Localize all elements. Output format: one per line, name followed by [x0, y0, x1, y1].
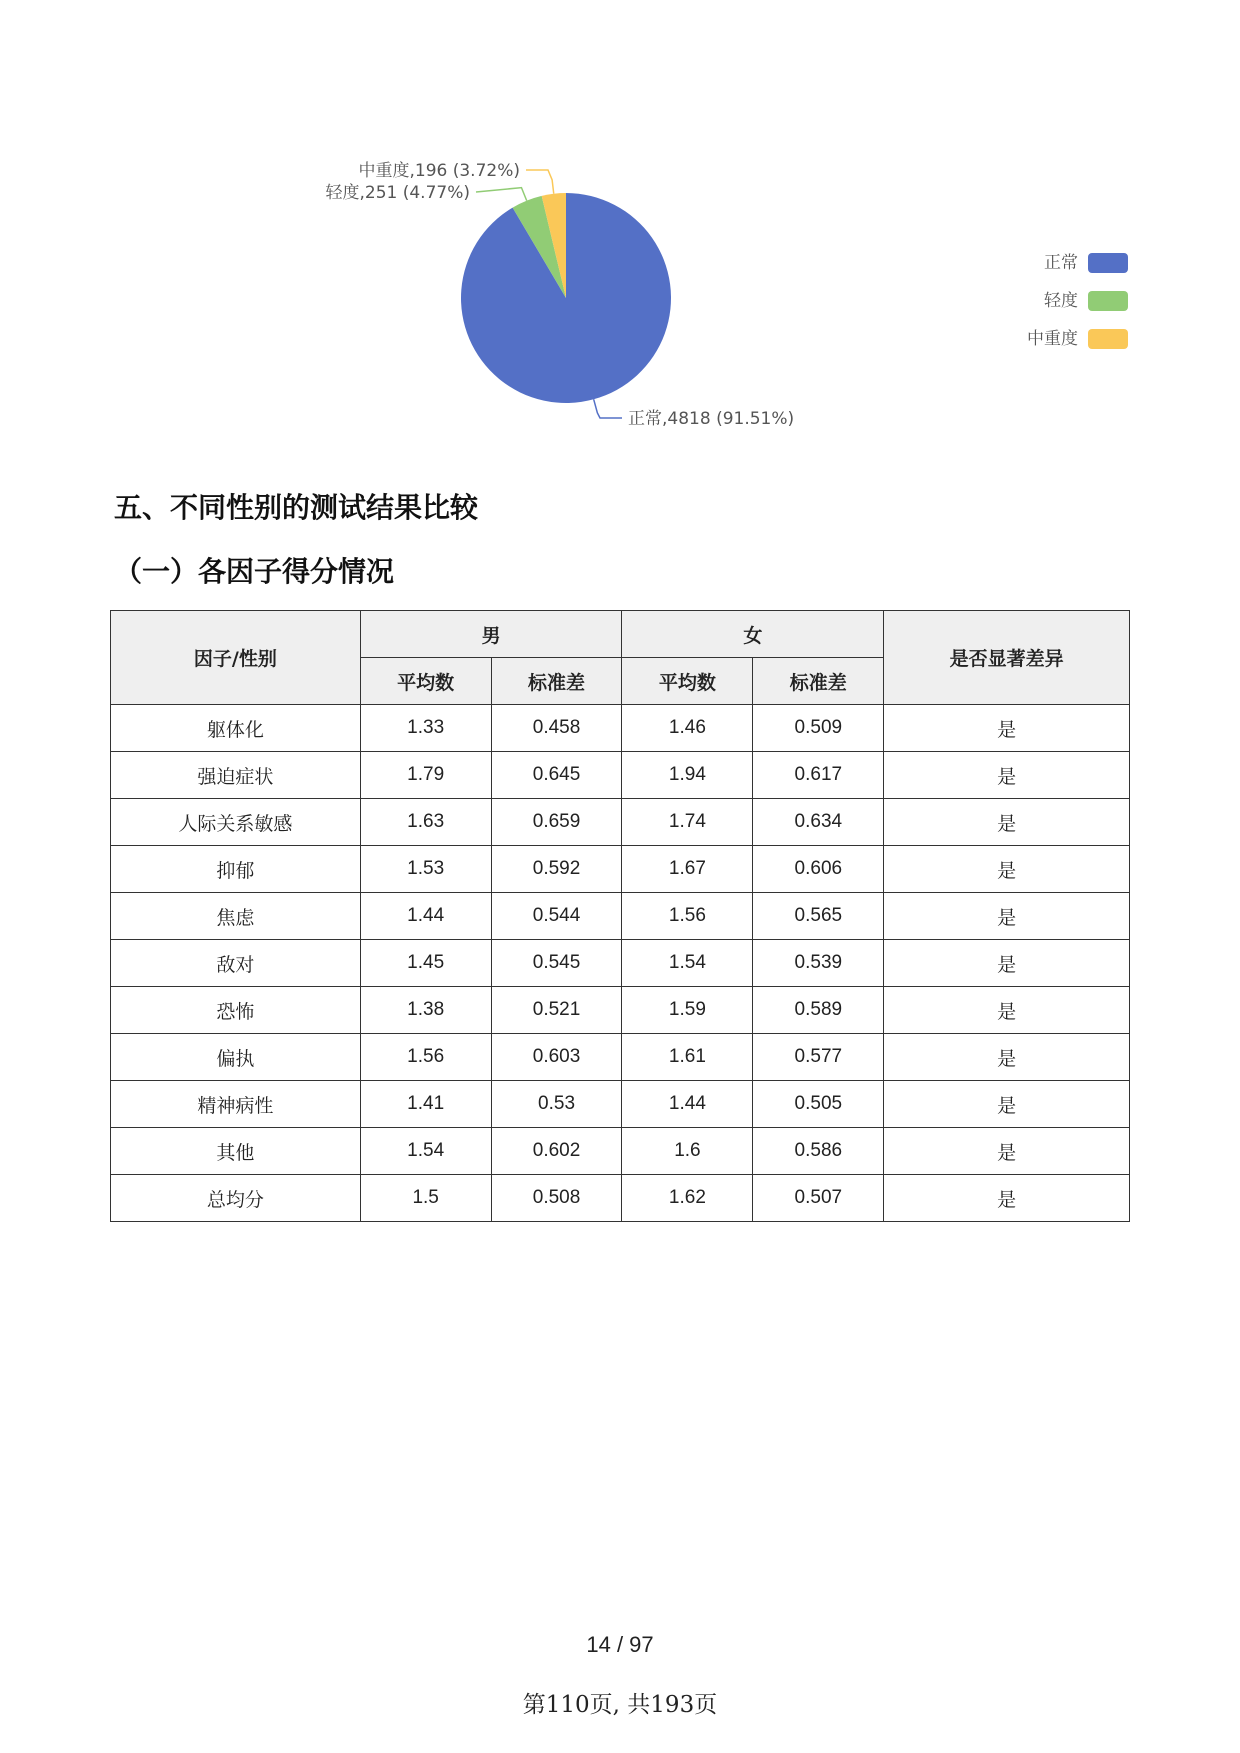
table-header [111, 611, 1130, 705]
male-sd-cell: 0.645 [491, 752, 622, 799]
factor-score-table [110, 610, 1130, 1222]
male-mean-cell: 1.38 [360, 987, 491, 1034]
table-row [111, 940, 1130, 987]
significance-cell: 是 [884, 1175, 1130, 1222]
legend-swatch-0 [1088, 253, 1128, 273]
table-row [111, 1128, 1130, 1175]
male-sd-cell: 0.602 [491, 1128, 622, 1175]
factor-cell: 强迫症状 [111, 752, 361, 799]
slice-label-2: 中重度,196 (3.72%) [358, 161, 520, 181]
factor-cell: 躯体化 [111, 705, 361, 752]
male-mean-cell: 1.54 [360, 1128, 491, 1175]
header-significance: 是否显著差异 [884, 611, 1130, 705]
male-mean-cell: 1.56 [360, 1034, 491, 1081]
female-sd-cell: 0.565 [753, 893, 884, 940]
female-sd-cell: 0.577 [753, 1034, 884, 1081]
female-sd-cell: 0.586 [753, 1128, 884, 1175]
table-row [111, 799, 1130, 846]
header-male-mean: 平均数 [360, 658, 491, 705]
significance-cell: 是 [884, 987, 1130, 1034]
pie-slices [461, 193, 671, 403]
male-mean-cell: 1.79 [360, 752, 491, 799]
subsection-heading: （一）各因子得分情况 [114, 555, 395, 588]
female-sd-cell: 0.505 [753, 1081, 884, 1128]
legend-label-1: 轻度 [1044, 291, 1078, 311]
significance-cell: 是 [884, 893, 1130, 940]
significance-cell: 是 [884, 1128, 1130, 1175]
significance-cell: 是 [884, 1034, 1130, 1081]
legend-swatch-1 [1088, 291, 1128, 311]
significance-cell: 是 [884, 705, 1130, 752]
significance-cell: 是 [884, 1081, 1130, 1128]
factor-cell: 其他 [111, 1128, 361, 1175]
factor-cell: 敌对 [111, 940, 361, 987]
table-row [111, 705, 1130, 752]
table-row [111, 1081, 1130, 1128]
significance-cell: 是 [884, 846, 1130, 893]
leader-line-0 [594, 399, 622, 418]
female-mean-cell: 1.44 [622, 1081, 753, 1128]
chart-legend [1027, 253, 1128, 349]
header-female-sd: 标准差 [753, 658, 884, 705]
male-mean-cell: 1.63 [360, 799, 491, 846]
header-male-sd: 标准差 [491, 658, 622, 705]
header-factor: 因子/性别 [111, 611, 361, 705]
slice-label-0: 正常,4818 (91.51%) [628, 409, 795, 429]
table-row [111, 752, 1130, 799]
female-sd-cell: 0.539 [753, 940, 884, 987]
factor-cell: 偏执 [111, 1034, 361, 1081]
header-female-mean: 平均数 [622, 658, 753, 705]
table-row [111, 987, 1130, 1034]
male-sd-cell: 0.544 [491, 893, 622, 940]
male-sd-cell: 0.592 [491, 846, 622, 893]
legend-swatch-2 [1088, 329, 1128, 349]
header-female: 女 [622, 611, 884, 658]
female-sd-cell: 0.507 [753, 1175, 884, 1222]
male-sd-cell: 0.521 [491, 987, 622, 1034]
male-sd-cell: 0.545 [491, 940, 622, 987]
male-mean-cell: 1.45 [360, 940, 491, 987]
legend-label-0: 正常 [1044, 253, 1078, 273]
male-mean-cell: 1.5 [360, 1175, 491, 1222]
female-sd-cell: 0.617 [753, 752, 884, 799]
header-male: 男 [360, 611, 622, 658]
table-row [111, 846, 1130, 893]
male-sd-cell: 0.53 [491, 1081, 622, 1128]
male-sd-cell: 0.508 [491, 1175, 622, 1222]
page-number: 14 / 97 [586, 1632, 654, 1657]
female-mean-cell: 1.67 [622, 846, 753, 893]
female-mean-cell: 1.54 [622, 940, 753, 987]
female-sd-cell: 0.634 [753, 799, 884, 846]
factor-cell: 总均分 [111, 1175, 361, 1222]
female-mean-cell: 1.61 [622, 1034, 753, 1081]
leader-line-2 [526, 170, 554, 194]
female-mean-cell: 1.59 [622, 987, 753, 1034]
section-heading: 五、不同性别的测试结果比较 [114, 491, 479, 524]
female-mean-cell: 1.46 [622, 705, 753, 752]
table-row [111, 893, 1130, 940]
male-sd-cell: 0.458 [491, 705, 622, 752]
legend-label-2: 中重度 [1027, 329, 1078, 349]
female-mean-cell: 1.56 [622, 893, 753, 940]
slice-label-1: 轻度,251 (4.77%) [325, 183, 470, 203]
leader-line-1 [476, 188, 527, 201]
pie-chart [0, 0, 1240, 460]
female-sd-cell: 0.606 [753, 846, 884, 893]
male-mean-cell: 1.44 [360, 893, 491, 940]
female-mean-cell: 1.74 [622, 799, 753, 846]
male-mean-cell: 1.53 [360, 846, 491, 893]
factor-cell: 抑郁 [111, 846, 361, 893]
male-mean-cell: 1.41 [360, 1081, 491, 1128]
factor-cell: 焦虑 [111, 893, 361, 940]
pie-slice-0 [461, 193, 671, 403]
significance-cell: 是 [884, 940, 1130, 987]
male-mean-cell: 1.33 [360, 705, 491, 752]
factor-cell: 恐怖 [111, 987, 361, 1034]
table-body [111, 705, 1130, 1222]
significance-cell: 是 [884, 799, 1130, 846]
male-sd-cell: 0.603 [491, 1034, 622, 1081]
significance-cell: 是 [884, 752, 1130, 799]
table-row [111, 1175, 1130, 1222]
female-mean-cell: 1.62 [622, 1175, 753, 1222]
female-sd-cell: 0.589 [753, 987, 884, 1034]
factor-cell: 人际关系敏感 [111, 799, 361, 846]
female-sd-cell: 0.509 [753, 705, 884, 752]
page-total: 第110页, 共193页 [522, 1692, 718, 1718]
female-mean-cell: 1.94 [622, 752, 753, 799]
female-mean-cell: 1.6 [622, 1128, 753, 1175]
factor-cell: 精神病性 [111, 1081, 361, 1128]
table-row [111, 1034, 1130, 1081]
male-sd-cell: 0.659 [491, 799, 622, 846]
